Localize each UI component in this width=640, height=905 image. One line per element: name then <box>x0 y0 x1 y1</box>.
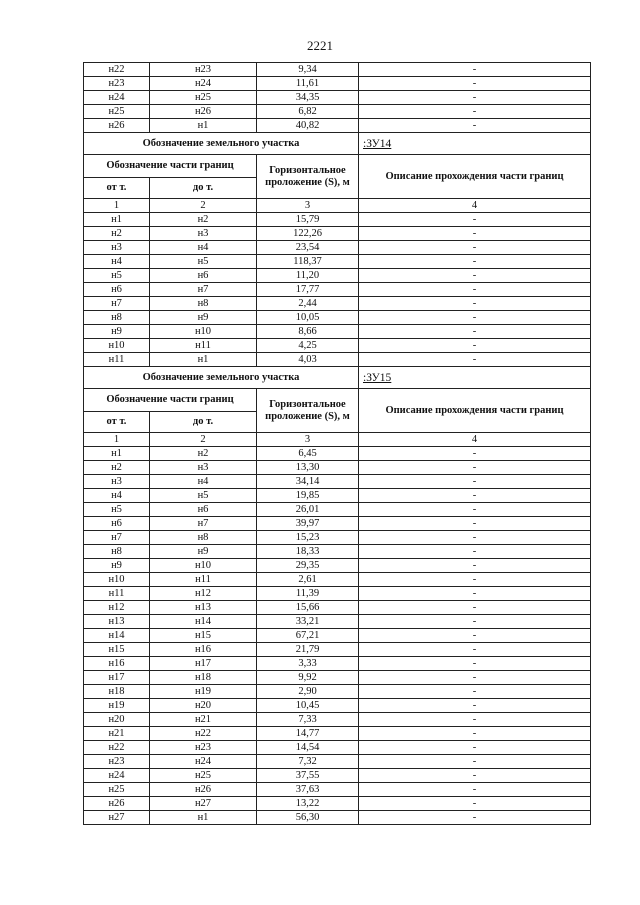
from-header: от т. <box>84 178 150 199</box>
horizontal-length: 19,85 <box>257 489 359 503</box>
column-number: 1 <box>84 199 150 213</box>
boundary-description: - <box>359 339 591 353</box>
horizontal-length: 6,45 <box>257 447 359 461</box>
boundary-description: - <box>359 475 591 489</box>
horizontal-length: 7,32 <box>257 755 359 769</box>
point-from: н26 <box>84 119 150 133</box>
point-to: н5 <box>150 255 257 269</box>
boundary-description: - <box>359 657 591 671</box>
table-row <box>84 699 591 713</box>
point-from: н7 <box>84 531 150 545</box>
point-to: н23 <box>150 741 257 755</box>
column-number-row <box>84 199 591 213</box>
point-from: н12 <box>84 601 150 615</box>
part-label-header: Обозначение части границ <box>84 155 257 178</box>
point-to: н1 <box>150 353 257 367</box>
table-row <box>84 559 591 573</box>
horizontal-length: 40,82 <box>257 119 359 133</box>
table-row <box>84 489 591 503</box>
boundary-description: - <box>359 105 591 119</box>
point-from: н23 <box>84 755 150 769</box>
boundary-description: - <box>359 255 591 269</box>
horizontal-length: 8,66 <box>257 325 359 339</box>
point-from: н19 <box>84 699 150 713</box>
boundary-description: - <box>359 241 591 255</box>
horizontal-length: 15,23 <box>257 531 359 545</box>
point-from: н22 <box>84 741 150 755</box>
boundary-table <box>83 62 591 825</box>
point-from: н11 <box>84 587 150 601</box>
point-to: н4 <box>150 475 257 489</box>
table-row <box>84 811 591 825</box>
part-label-header: Обозначение части границ <box>84 389 257 412</box>
boundary-description: - <box>359 755 591 769</box>
table-row <box>84 741 591 755</box>
table-row <box>84 797 591 811</box>
point-from: н25 <box>84 783 150 797</box>
boundary-description: - <box>359 769 591 783</box>
point-to: н25 <box>150 769 257 783</box>
table-row <box>84 91 591 105</box>
horizontal-length: 34,14 <box>257 475 359 489</box>
horizontal-length: 9,34 <box>257 63 359 77</box>
boundary-description: - <box>359 699 591 713</box>
point-to: н8 <box>150 531 257 545</box>
column-number: 2 <box>150 433 257 447</box>
boundary-description: - <box>359 741 591 755</box>
parcel-label: Обозначение земельного участка <box>84 367 359 389</box>
point-from: н9 <box>84 325 150 339</box>
point-to: н20 <box>150 699 257 713</box>
table-row <box>84 755 591 769</box>
point-to: н5 <box>150 489 257 503</box>
point-to: н3 <box>150 227 257 241</box>
boundary-description: - <box>359 297 591 311</box>
point-from: н22 <box>84 63 150 77</box>
point-from: н4 <box>84 489 150 503</box>
point-to: н11 <box>150 339 257 353</box>
horizontal-length: 14,54 <box>257 741 359 755</box>
horizontal-length: 67,21 <box>257 629 359 643</box>
point-from: н27 <box>84 811 150 825</box>
boundary-description: - <box>359 353 591 367</box>
from-header: от т. <box>84 412 150 433</box>
point-to: н27 <box>150 797 257 811</box>
horizontal-length: 13,22 <box>257 797 359 811</box>
page-number: 2221 <box>307 38 333 53</box>
horizontal-length: 11,61 <box>257 77 359 91</box>
point-from: н3 <box>84 241 150 255</box>
table-row <box>84 769 591 783</box>
horizontal-length: 37,55 <box>257 769 359 783</box>
column-number: 4 <box>359 433 591 447</box>
table-row <box>84 573 591 587</box>
point-from: н1 <box>84 447 150 461</box>
horizontal-length: 10,05 <box>257 311 359 325</box>
boundary-description: - <box>359 325 591 339</box>
boundary-description: - <box>359 629 591 643</box>
horizontal-length: 26,01 <box>257 503 359 517</box>
boundary-description: - <box>359 601 591 615</box>
point-to: н7 <box>150 283 257 297</box>
boundary-description: - <box>359 213 591 227</box>
boundary-description: - <box>359 783 591 797</box>
point-from: н16 <box>84 657 150 671</box>
horizontal-length: 11,20 <box>257 269 359 283</box>
point-from: н5 <box>84 503 150 517</box>
table-row <box>84 517 591 531</box>
horizontal-length: 33,21 <box>257 615 359 629</box>
table-row <box>84 283 591 297</box>
boundary-description: - <box>359 91 591 105</box>
horizontal-length: 15,66 <box>257 601 359 615</box>
point-from: н1 <box>84 213 150 227</box>
horizontal-length: 21,79 <box>257 643 359 657</box>
column-number: 2 <box>150 199 257 213</box>
table-row <box>84 629 591 643</box>
horizontal-length: 14,77 <box>257 727 359 741</box>
table-row <box>84 615 591 629</box>
table-row <box>84 545 591 559</box>
point-to: н3 <box>150 461 257 475</box>
boundary-description: - <box>359 545 591 559</box>
boundary-description: - <box>359 615 591 629</box>
point-from: н8 <box>84 311 150 325</box>
point-to: н6 <box>150 269 257 283</box>
table-row <box>84 671 591 685</box>
horizontal-length: 122,26 <box>257 227 359 241</box>
description-header: Описание прохождения части границ <box>359 155 591 199</box>
point-from: н5 <box>84 269 150 283</box>
horizontal-length: 6,82 <box>257 105 359 119</box>
column-number-row <box>84 433 591 447</box>
table-row <box>84 339 591 353</box>
point-from: н18 <box>84 685 150 699</box>
point-to: н26 <box>150 105 257 119</box>
boundary-description: - <box>359 559 591 573</box>
table-row <box>84 601 591 615</box>
description-header: Описание прохождения части границ <box>359 389 591 433</box>
horizontal-length: 2,44 <box>257 297 359 311</box>
point-to: н21 <box>150 713 257 727</box>
horizontal-length: 23,54 <box>257 241 359 255</box>
boundary-description: - <box>359 77 591 91</box>
horizontal-length: 29,35 <box>257 559 359 573</box>
point-from: н10 <box>84 573 150 587</box>
point-from: н14 <box>84 629 150 643</box>
point-to: н26 <box>150 783 257 797</box>
point-to: н15 <box>150 629 257 643</box>
column-number: 4 <box>359 199 591 213</box>
point-from: н3 <box>84 475 150 489</box>
boundary-table-body <box>84 63 591 825</box>
horizontal-length: 2,61 <box>257 573 359 587</box>
point-from: н15 <box>84 643 150 657</box>
point-to: н24 <box>150 77 257 91</box>
boundary-description: - <box>359 587 591 601</box>
boundary-description: - <box>359 797 591 811</box>
table-row <box>84 531 591 545</box>
parcel-section-header <box>84 367 591 389</box>
point-to: н12 <box>150 587 257 601</box>
horizontal-length: 4,25 <box>257 339 359 353</box>
column-number: 3 <box>257 433 359 447</box>
point-from: н11 <box>84 353 150 367</box>
boundary-description: - <box>359 573 591 587</box>
boundary-description: - <box>359 503 591 517</box>
parcel-section-header <box>84 133 591 155</box>
horizontal-length: 9,92 <box>257 671 359 685</box>
point-to: н24 <box>150 755 257 769</box>
table-row <box>84 325 591 339</box>
horizontal-length: 17,77 <box>257 283 359 297</box>
boundary-description: - <box>359 811 591 825</box>
point-from: н10 <box>84 339 150 353</box>
point-from: н26 <box>84 797 150 811</box>
boundary-description: - <box>359 713 591 727</box>
table-row <box>84 105 591 119</box>
point-to: н18 <box>150 671 257 685</box>
table-row <box>84 353 591 367</box>
horizontal-length: 10,45 <box>257 699 359 713</box>
horizontal-length: 4,03 <box>257 353 359 367</box>
to-header: до т. <box>150 178 257 199</box>
point-from: н20 <box>84 713 150 727</box>
horizontal-length: 7,33 <box>257 713 359 727</box>
boundary-description: - <box>359 461 591 475</box>
point-to: н17 <box>150 657 257 671</box>
point-to: н2 <box>150 447 257 461</box>
parcel-cadastral-id: :ЗУ14 <box>359 133 591 155</box>
point-from: н2 <box>84 227 150 241</box>
point-from: н2 <box>84 461 150 475</box>
table-row <box>84 227 591 241</box>
point-to: н1 <box>150 811 257 825</box>
table-row <box>84 213 591 227</box>
point-from: н21 <box>84 727 150 741</box>
table-row <box>84 587 591 601</box>
table-row <box>84 255 591 269</box>
point-to: н16 <box>150 643 257 657</box>
boundary-description: - <box>359 447 591 461</box>
table-row <box>84 685 591 699</box>
point-to: н14 <box>150 615 257 629</box>
horizontal-length: 13,30 <box>257 461 359 475</box>
point-to: н4 <box>150 241 257 255</box>
table-row <box>84 63 591 77</box>
point-to: н19 <box>150 685 257 699</box>
point-to: н9 <box>150 311 257 325</box>
column-header-row <box>84 389 591 412</box>
point-to: н6 <box>150 503 257 517</box>
table-row <box>84 297 591 311</box>
table-row <box>84 783 591 797</box>
point-to: н9 <box>150 545 257 559</box>
table-row <box>84 447 591 461</box>
boundary-description: - <box>359 269 591 283</box>
horizontal-length: 18,33 <box>257 545 359 559</box>
table-row <box>84 475 591 489</box>
horizontal-length: 39,97 <box>257 517 359 531</box>
point-from: н17 <box>84 671 150 685</box>
boundary-description: - <box>359 685 591 699</box>
table-row <box>84 727 591 741</box>
boundary-description: - <box>359 727 591 741</box>
point-to: н1 <box>150 119 257 133</box>
point-from: н24 <box>84 91 150 105</box>
horizontal-length: 56,30 <box>257 811 359 825</box>
point-from: н4 <box>84 255 150 269</box>
point-to: н25 <box>150 91 257 105</box>
boundary-description: - <box>359 119 591 133</box>
table-row <box>84 241 591 255</box>
column-number: 3 <box>257 199 359 213</box>
point-to: н13 <box>150 601 257 615</box>
point-to: н7 <box>150 517 257 531</box>
boundary-description: - <box>359 671 591 685</box>
boundary-description: - <box>359 63 591 77</box>
to-header: до т. <box>150 412 257 433</box>
horizontal-length: 3,33 <box>257 657 359 671</box>
point-to: н10 <box>150 559 257 573</box>
table-row <box>84 119 591 133</box>
table-row <box>84 269 591 283</box>
table-row <box>84 657 591 671</box>
horizontal-length: 118,37 <box>257 255 359 269</box>
point-from: н13 <box>84 615 150 629</box>
point-from: н23 <box>84 77 150 91</box>
point-to: н23 <box>150 63 257 77</box>
table-row <box>84 311 591 325</box>
boundary-description: - <box>359 531 591 545</box>
point-from: н6 <box>84 517 150 531</box>
point-to: н11 <box>150 573 257 587</box>
point-to: н2 <box>150 213 257 227</box>
length-header: Горизонтальное проложение (S), м <box>257 155 359 199</box>
boundary-description: - <box>359 227 591 241</box>
length-header: Горизонтальное проложение (S), м <box>257 389 359 433</box>
horizontal-length: 34,35 <box>257 91 359 105</box>
table-row <box>84 643 591 657</box>
parcel-label: Обозначение земельного участка <box>84 133 359 155</box>
horizontal-length: 37,63 <box>257 783 359 797</box>
table-row <box>84 713 591 727</box>
boundary-description: - <box>359 311 591 325</box>
table-row <box>84 77 591 91</box>
point-from: н8 <box>84 545 150 559</box>
point-from: н7 <box>84 297 150 311</box>
column-number: 1 <box>84 433 150 447</box>
table-row <box>84 461 591 475</box>
parcel-cadastral-id: :ЗУ15 <box>359 367 591 389</box>
point-to: н8 <box>150 297 257 311</box>
point-from: н9 <box>84 559 150 573</box>
point-from: н25 <box>84 105 150 119</box>
boundary-description: - <box>359 643 591 657</box>
boundary-description: - <box>359 489 591 503</box>
point-from: н24 <box>84 769 150 783</box>
horizontal-length: 15,79 <box>257 213 359 227</box>
boundary-description: - <box>359 517 591 531</box>
column-header-row <box>84 155 591 178</box>
horizontal-length: 11,39 <box>257 587 359 601</box>
point-to: н22 <box>150 727 257 741</box>
point-from: н6 <box>84 283 150 297</box>
boundary-description: - <box>359 283 591 297</box>
horizontal-length: 2,90 <box>257 685 359 699</box>
point-to: н10 <box>150 325 257 339</box>
table-row <box>84 503 591 517</box>
